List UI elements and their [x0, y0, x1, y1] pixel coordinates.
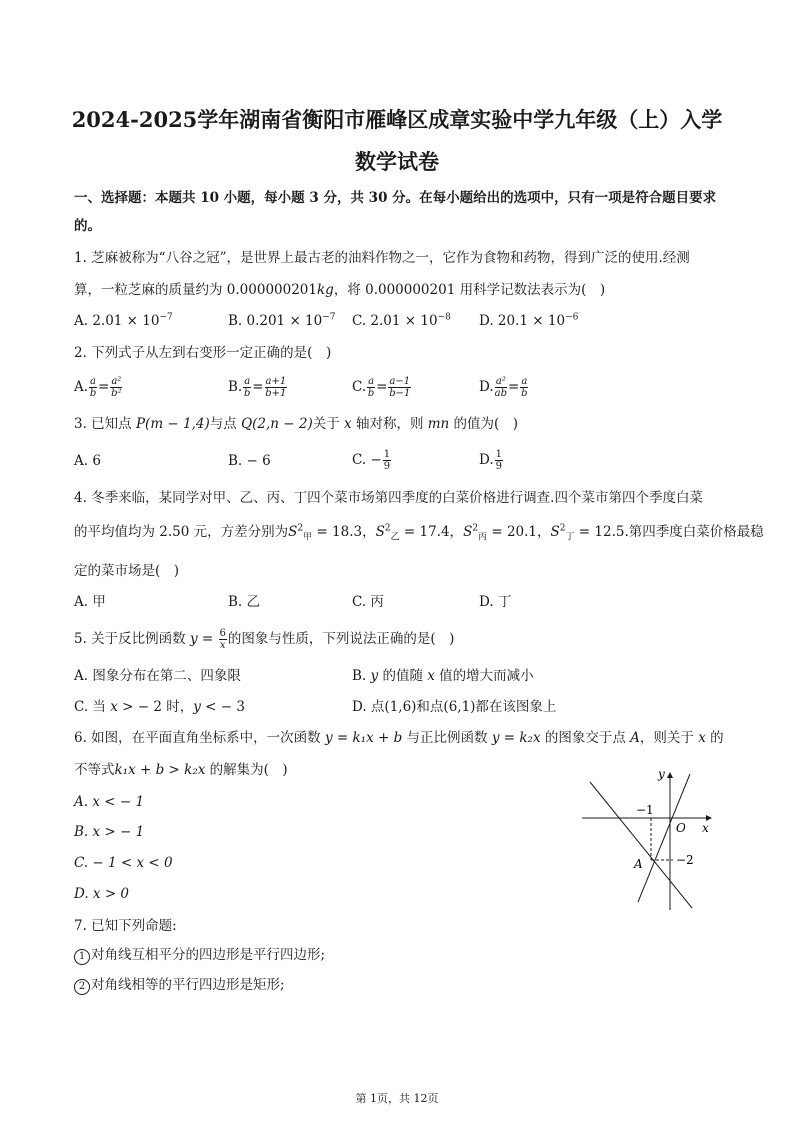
q4-option-c[interactable]: C. 丙	[352, 594, 384, 610]
page-footer: 第 1页，共 12页	[355, 1092, 439, 1105]
q2-option-d[interactable]: D. $\frac{\text{a²}}{ab}$ = $\frac{a}{b}$	[479, 376, 528, 399]
q6-option-c[interactable]: C. − 1 < x < 0	[74, 855, 173, 871]
q1-option-a[interactable]: A. $2.01 \times 10^{-7}$	[74, 312, 173, 329]
q4-option-b[interactable]: B. 乙	[228, 594, 261, 610]
line-k2x	[638, 774, 690, 902]
q6-coordinate-figure	[578, 762, 728, 912]
q6-option-d[interactable]: D. x > 0	[74, 886, 130, 902]
y-axis-arrow-icon	[667, 772, 673, 778]
q7-proposition-2: 2 对角线相等的平行四边形是矩形;	[74, 975, 285, 995]
q6-stem-line2: 不等式k₁x + b > k₂x 的解集为( )	[74, 762, 288, 778]
q4-stem-line1: 4. 冬季来临，某同学对甲、乙、丙、丁四个菜市场第四季度的白菜价格进行调查.四个菜市第四个季度白菜	[74, 490, 703, 506]
q5-stem: 5. 关于反比例函数 y = $\frac{6}{x}$ 的图象与性质，下列说法正确的是( )	[74, 628, 455, 651]
q4-stem-line3: 定的菜市场是( )	[74, 563, 180, 579]
q3-option-b[interactable]: B. − 6	[228, 453, 271, 469]
q4-stem-line2: 的平均值均为 2.50 元，方差分别为$S^2_甲 = 18.3$，$S^2_乙 = 17.4$，$S^2_丙 = 20.1$，$S^2_丁 = 12.5$.第四季度白菜价格最稳	[74, 523, 764, 543]
q3-stem: 3. 已知点 P(m − 1,4)与点 Q(2,n − 2)关于 x 轴对称，则 mn 的值为( )	[74, 416, 519, 432]
q6-stem-line1: 6. 如图，在平面直角坐标系中，一次函数 y = k₁x + b 与正比例函数 y = k₂x 的图象交于点 A，则关于 x 的	[74, 730, 724, 746]
line-k1x-plus-b	[590, 782, 692, 908]
q1-option-b[interactable]: B. $0.201 \times 10^{-7}$	[228, 312, 336, 329]
q2-stem: 2. 下列式子从左到右变形一定正确的是( )	[74, 345, 332, 361]
q1-option-c[interactable]: C. $2.01 \times 10^{-8}$	[352, 312, 451, 329]
q1-stem-line2: 算，一粒芝麻的质量约为 0.000000201kg，将 0.000000201 用科学记数法表示为( )	[74, 282, 606, 298]
y-axis-label: y	[658, 767, 665, 781]
q2-option-c[interactable]: C. $\frac{a}{b}$ = $\frac{a-1}{b-1}$	[352, 376, 411, 399]
q3-option-a[interactable]: A. 6	[74, 453, 101, 469]
point-a-label: A	[634, 857, 643, 871]
x-axis-label: x	[702, 821, 709, 835]
circle-number-2: 2	[74, 979, 90, 995]
q5-option-a[interactable]: A. 图象分布在第二、四象限	[74, 668, 241, 684]
section-heading-cont: 的。	[74, 218, 101, 234]
page-title-line2: 数学试卷	[355, 149, 439, 174]
tick-label-minus2: −2	[676, 853, 694, 867]
q4-option-d[interactable]: D. 丁	[479, 594, 512, 610]
page-title-line1: 2024-2025学年湖南省衡阳市雁峰区成章实验中学九年级（上）入学	[71, 107, 723, 132]
q1-option-d[interactable]: D. $20.1 \times 10^{-6}$	[479, 312, 579, 329]
q1-stem-line1: 1. 芝麻被称为“八谷之冠”，是世界上最古老的油料作物之一，它作为食物和药物，得到广泛的使用.经测	[74, 250, 690, 266]
q7-proposition-1: 1 对角线互相平分的四边形是平行四边形;	[74, 945, 325, 965]
q5-option-b[interactable]: B. y 的值随 x 值的增大而减小	[352, 668, 534, 684]
q7-stem: 7. 已知下列命题:	[74, 918, 177, 934]
q2-option-a[interactable]: A. $\frac{a}{b}$ = $\frac{\text{a²}}{\text{b²}}$	[74, 376, 122, 399]
circle-number-1: 1	[74, 949, 90, 965]
q3-option-d[interactable]: D. $\frac{1}{9}$	[479, 449, 503, 472]
origin-label: O	[676, 821, 686, 835]
section-heading: 一、选择题：本题共 10 小题，每小题 3 分，共 30 分。在每小题给出的选项中，只有一项是符合题目要求	[74, 190, 717, 206]
q4-option-a[interactable]: A. 甲	[74, 594, 106, 610]
q6-option-a[interactable]: A. x < − 1	[74, 794, 145, 810]
q6-option-b[interactable]: B. x > − 1	[74, 824, 145, 840]
tick-label-minus1: −1	[636, 803, 654, 817]
q2-option-b[interactable]: B. $\frac{a}{b}$ = $\frac{a+1}{b+1}$	[228, 376, 287, 399]
q5-option-d[interactable]: D. 点(1,6)和点(6,1)都在该图象上	[352, 699, 557, 715]
q3-option-c[interactable]: C. − $\frac{1}{9}$	[352, 449, 391, 472]
q5-option-c[interactable]: C. 当 x > − 2 时，y < − 3	[74, 699, 245, 715]
